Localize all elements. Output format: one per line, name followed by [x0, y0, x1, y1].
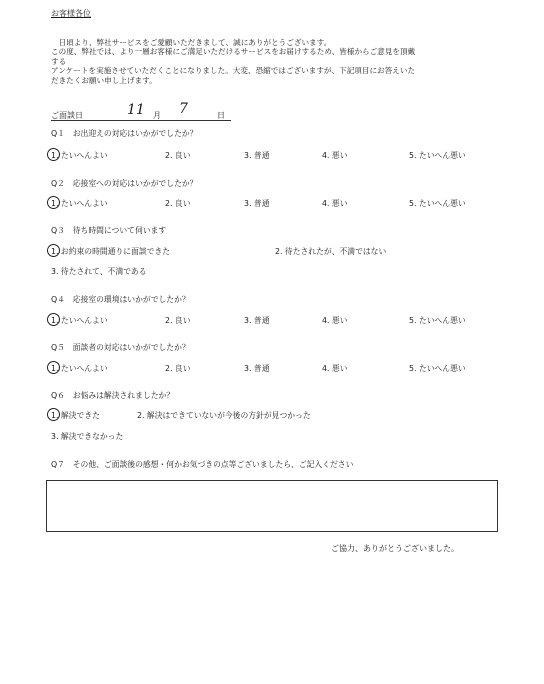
salutation: お客様各位 [51, 9, 91, 18]
question-3-label: Q３ 待ち時間について伺います [51, 226, 167, 235]
option-3[interactable]: 3. 待たされて、不満である [51, 267, 147, 276]
option-1[interactable]: 1. お約束の時間通りに面談できた [51, 247, 171, 256]
date-row [51, 101, 231, 121]
option-2[interactable]: 2. 解決はできていないが今後の方針が見つかった [137, 411, 311, 420]
option-3[interactable]: 3. 普通 [244, 316, 270, 325]
option-1[interactable]: 1. たいへんよい [51, 316, 108, 325]
option-4[interactable]: 4. 悪い [322, 316, 348, 325]
intro-line: この度、弊社では、より一層お客様にご満足いただけるサービスをお届けするため、皆様からご意見を頂戴 [51, 47, 416, 57]
option-2[interactable]: 2. 良い [165, 151, 191, 160]
option-4[interactable]: 4. 悪い [322, 151, 348, 160]
option-1[interactable]: 1. たいへんよい [51, 151, 108, 160]
date-day-unit: 日 [217, 111, 225, 120]
date-label: ご面談日 [51, 111, 83, 120]
intro-paragraph [51, 38, 496, 85]
intro-line: する [51, 56, 67, 66]
option-1[interactable]: 1. たいへんよい [51, 364, 108, 373]
option-5[interactable]: 5. たいへん悪い [409, 364, 466, 373]
option-3[interactable]: 3. 普通 [244, 199, 270, 208]
question-6-label: Q６ お悩みは解決されましたか？ [51, 391, 175, 400]
option-3[interactable]: 3. 解決できなかった [51, 432, 124, 441]
option-2[interactable]: 2. 良い [165, 316, 191, 325]
option-4[interactable]: 4. 悪い [322, 364, 348, 373]
question-5-label: Q５ 面談者の対応はいかがでしたか？ [51, 343, 190, 352]
option-5[interactable]: 5. たいへん悪い [409, 151, 466, 160]
thank-you-note: ご協力、ありがとうございました。 [331, 544, 459, 553]
option-1[interactable]: 1. 解決できた [51, 411, 100, 420]
option-5[interactable]: 5. たいへん悪い [409, 316, 466, 325]
option-3[interactable]: 3. 普通 [244, 364, 270, 373]
intro-line: だきたくお願い申し上げます。 [51, 75, 157, 85]
date-day-value[interactable]: 7 [179, 101, 188, 117]
option-3[interactable]: 3. 普通 [244, 151, 270, 160]
option-1[interactable]: 1. たいへんよい [51, 199, 108, 208]
question-7-label: Q７ その他、ご面談後の感想・何かお気づきの点等ございましたら、ご記入ください [51, 460, 354, 469]
intro-line: アンケートを実施させていただくことになりました。大変、恐縮ではございますが、下記項目にお答えいた [51, 66, 416, 76]
date-month-unit: 月 [153, 111, 161, 120]
question-4-label: Q４ 応接室の環境はいかがでしたか？ [51, 295, 190, 304]
option-2[interactable]: 2. 良い [165, 199, 191, 208]
comment-box[interactable] [46, 480, 498, 532]
intro-line: 日頃より、弊社サービスをご愛顧いただきまして、誠にありがとうございます。 [51, 38, 332, 47]
question-2-label: Q２ 応接室への対応はいかがでしたか？ [51, 179, 198, 188]
option-4[interactable]: 4. 悪い [322, 199, 348, 208]
option-2[interactable]: 2. 良い [165, 364, 191, 373]
date-month-value[interactable]: 11 [127, 102, 145, 118]
option-2[interactable]: 2. 待たされたが、不満ではない [275, 247, 387, 256]
option-5[interactable]: 5. たいへん悪い [409, 199, 466, 208]
question-1-label: Q１ お出迎えの対応はいかがでしたか？ [51, 129, 198, 138]
